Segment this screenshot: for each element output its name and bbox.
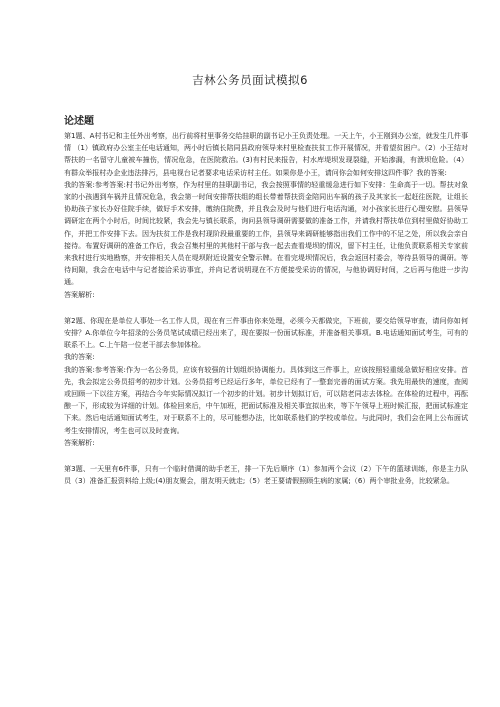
question-3-prompt: 第3题、一天里有6件事，只有一个临时借调的助手老王，排一下先后顺序（1）参加两个会议（2）下午的篮球训练，你是主力队员（3）准备汇报资料给上级;(4)朋友聚会，朋友明天就走;（5）老王要请假照顾生病的家属;（6）两个审批业务，比较紧急。 [64,464,468,486]
question-2-answer [64,364,468,437]
question-1-answer [64,179,468,289]
question-1-prompt: 第1题、A村书记和主任外出考察，出行前将村里事务交给挂职的副书记小王负责处理。一天上午，小王刚到办公室，就发生几件事情 （1）镇政府办公室主任电话通知，两小时后镇长陪同县政府领导来村里检查扶贫工作开展情况，并看望贫困户。（2）小王结对帮扶的一名留守儿童被车撞伤，情况危急，在医院救治。(3)有村民来报告，村水库堤坝发现裂缝，开始渗漏，有溃坝危险。（4）有群众举报村办企业违法排污，县电视台记者要求电话采访村主任。如果你是小王，请问你会如何安排这四件事？我的答案: [64,131,468,177]
answer-text: 参考答案:作为一名公务员，应该有较强的计划组织协调能力。具体到这三件事上，应该按照轻重缓急做好相应安排。首先，我会拟定公务员招考的初步计划。公务员招考已经运行多年，单位已经有了一整套完善的面试方案。我先用最快的速度，查阅或回顾一下以往方案，再结合今年实际情况拟订一个初步的计划。初步计划拟订后，可以陪老同志去体检。在体检的过程中，再酝酿一下，形成较为详细的计划。体检回来后，中午加班，把面试标准及相关事宜拟出来，等下午领导上班时候汇报，把面试标准定下来。然后电话通知面试考生，对于联系不上的，尽可能想办法，比如联系他们的学校或单位。与此同时，我们会在网上公布面试考生安排情况，考生也可以及时查询。 [64,364,468,435]
answer-label: 我的答案: [64,364,95,374]
spacer [64,301,468,315]
section-heading: 论述题 [64,116,94,127]
answer-label: 我的答案: [64,179,95,189]
question-1-analysis-label: 答案解析: [64,289,95,299]
answer-text: 参考答案:村书记外出考察，作为村里的挂职副书记，我会按照事情的轻重缓急进行如下安排：生命高于一切。帮扶对象家的小孩遇到车祸并且情况危急，我会第一时间安排帮扶组的组长带着帮扶资金陪同出车祸的孩子及其家长一起赶往医院，让组长协助孩子家长办好住院手续，做好手术安排，缴纳住院费，并且我会及时与他们进行电话沟通，对小孩家长进行心理安慰。县领导调研定在两个小时后，时间比较紧，我会先与镇长联系，询问县领导调研需要做的准备工作，并请我村帮扶单位到村里做好协助工作，并把工作安排下去。因为扶贫工作是我村现阶段最重要的工作，县领导来调研能够指出我们工作中的不足之处，所以我会亲自接待。布置好调研的准备工作后，我会召集村里的其他村干部与我一起去查看堤坝的情况，留下村主任，让他负责联系相关专家前来我村进行实地勘察，并安排相关人员在堤坝附近设置安全警示牌。在看完堤坝情况后，我会返回村委会，等待县领导的调研。等待间隙，我会在电话中与记者接洽采访事宜，并向记者说明现在不方便接受采访的情况，与他协调好时间，之后再与他进一步沟通。 [64,179,468,287]
question-2-prompt: 第2题、你现在是单位人事处一名工作人员，现在有三件事由你来处理，必须今天都做完，下班前，要交给领导审查，请问你如何安排？A.你单位今年招录的公务员笔试成绩已经出来了，现在要拟一份面试标准，并准备相关事项。B.电话通知面试考生，可有的联系不上。C.上午陪一位老干部去参加体检。 [64,315,468,350]
question-2-answer-label: 我的答案: [64,352,95,362]
spacer [64,449,468,463]
question-2-analysis-label: 答案解析: [64,437,95,447]
page-title: 吉林公务员面试模拟6 [192,73,308,87]
document-body [64,130,468,487]
